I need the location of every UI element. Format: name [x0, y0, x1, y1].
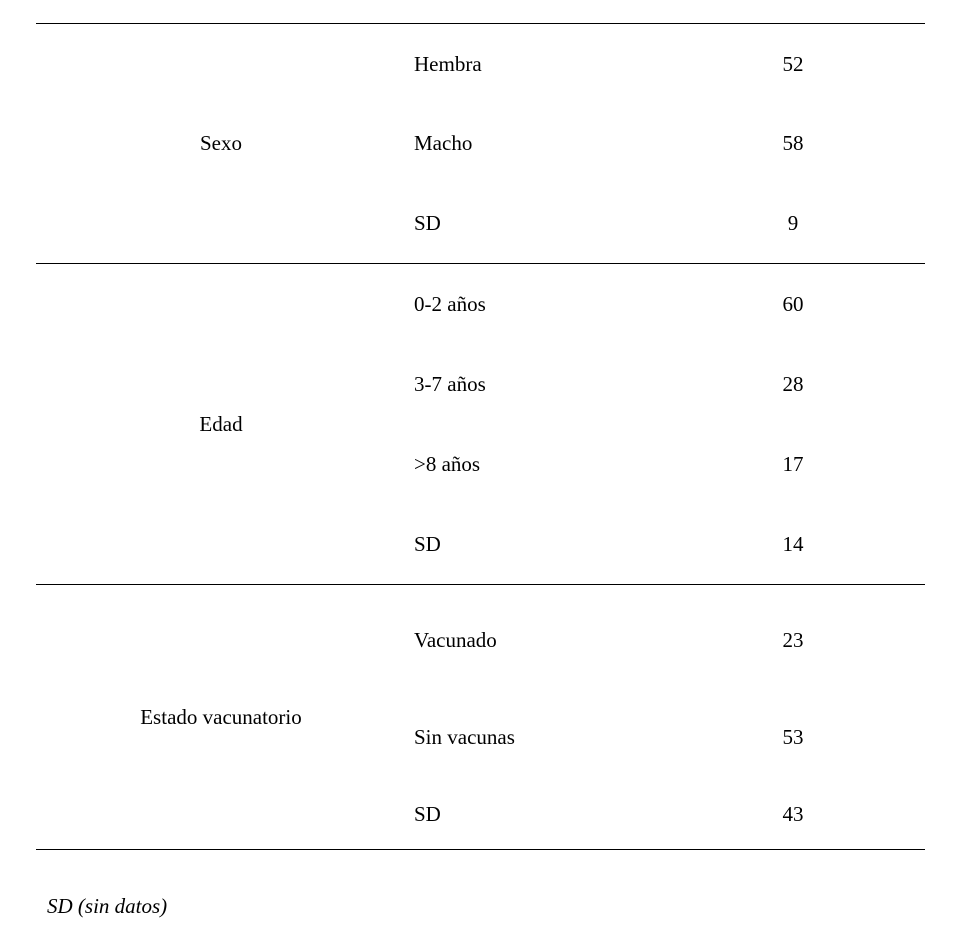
category-cell: >8 años	[414, 451, 481, 476]
category-cell: SD	[414, 210, 441, 235]
count-cell: 28	[782, 371, 804, 396]
count-cell: 53	[782, 725, 804, 749]
table-bottom-rule	[36, 849, 925, 850]
category-cell: SD	[414, 531, 441, 556]
group-label: Sexo	[200, 131, 242, 156]
table-row	[36, 264, 925, 344]
table-row	[36, 104, 925, 184]
count-cell: 14	[782, 531, 804, 556]
category-cell: SD	[414, 802, 441, 826]
table-group-sexo	[36, 24, 925, 263]
count-cell: 17	[782, 451, 804, 476]
category-cell: 0-2 años	[414, 291, 486, 316]
table-group-edad	[36, 264, 925, 584]
table-row	[36, 695, 925, 780]
category-cell: Vacunado	[414, 627, 497, 652]
table-row	[36, 424, 925, 504]
table-row	[36, 183, 925, 263]
table-row	[36, 780, 925, 849]
table-footnote: SD (sin datos)	[47, 894, 168, 918]
count-cell: 52	[782, 51, 804, 76]
category-cell: Sin vacunas	[414, 725, 515, 749]
category-cell: Hembra	[414, 51, 482, 76]
category-cell: Macho	[414, 131, 473, 156]
data-table	[36, 23, 925, 850]
table-row	[36, 344, 925, 424]
table-group-estado-vacunatorio	[36, 585, 925, 849]
table-row	[36, 585, 925, 695]
count-cell: 58	[782, 131, 804, 156]
category-cell: 3-7 años	[414, 371, 486, 396]
count-cell: 23	[782, 627, 804, 652]
group-label: Edad	[199, 411, 243, 436]
table-row	[36, 24, 925, 104]
group-label: Estado vacunatorio	[140, 704, 302, 729]
table-row	[36, 504, 925, 584]
count-cell: 9	[787, 210, 799, 235]
count-cell: 60	[782, 291, 804, 316]
count-cell: 43	[782, 802, 804, 826]
